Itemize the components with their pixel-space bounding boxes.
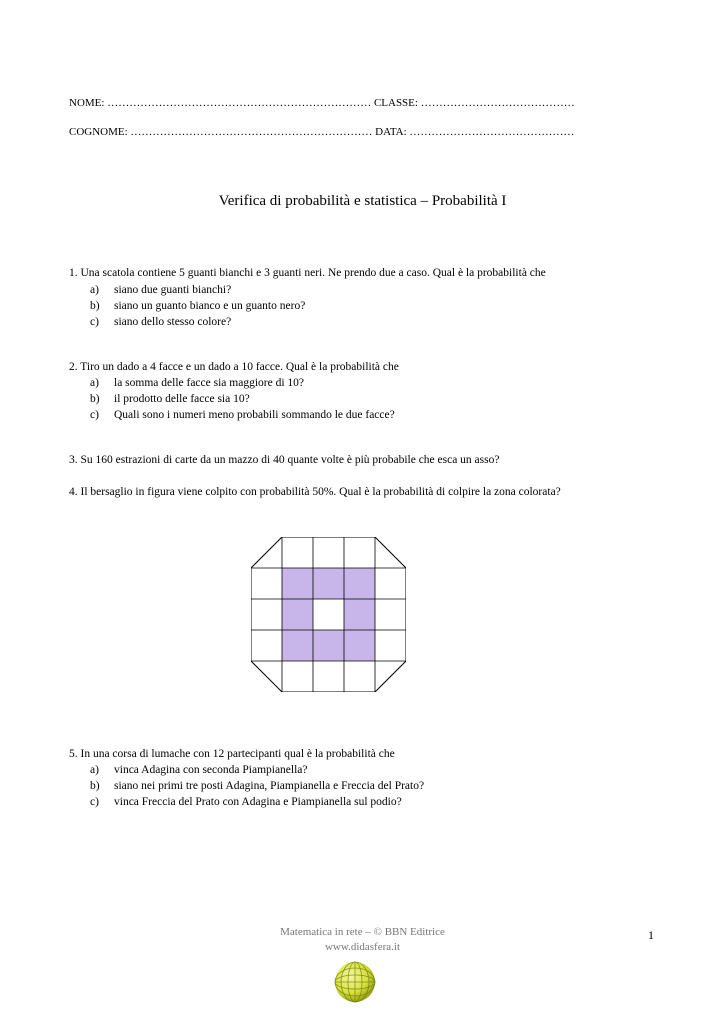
colored-zone	[282, 568, 375, 661]
question-5: 5. In una corsa di lumache con 12 partecipanti qual è la probabilità che	[69, 748, 395, 760]
colored-cell	[282, 568, 313, 599]
header-nome-classe: NOME: ……………………………………………………………… CLASSE: ……………………………………	[69, 97, 575, 109]
page-title: Verifica di probabilità e statistica – Probabilità I	[218, 193, 507, 209]
colored-cell	[344, 599, 375, 630]
header-cognome-data: COGNOME: ………………………………………………………… DATA: ………………………………………	[69, 126, 575, 138]
question-1: 1. Una scatola contiene 5 guanti bianchi e 3 guanti neri. Ne prendo due a caso. Qual è la probabilità che	[69, 267, 546, 279]
grid-lines	[251, 537, 406, 692]
item-label: c)	[90, 796, 99, 808]
item-label: c)	[90, 316, 99, 328]
footer-publisher: Matematica in rete – © BBN Editrice	[280, 926, 445, 938]
question-4: 4. Il bersaglio in figura viene colpito con probabilità 50%. Qual è la probabilità di colpire la zona colorata?	[69, 486, 561, 498]
item-text: Quali sono i numeri meno probabili sommando le due facce?	[114, 409, 395, 421]
colored-cell	[344, 568, 375, 599]
item-text: vinca Adagina con seconda Piampianella?	[114, 764, 308, 776]
item-text: la somma delle facce sia maggiore di 10?	[114, 377, 304, 389]
colored-cell	[282, 599, 313, 630]
item-label: a)	[90, 764, 99, 776]
item-text: il prodotto delle facce sia 10?	[114, 393, 250, 405]
octagon-outline	[251, 537, 406, 692]
item-text: vinca Freccia del Prato con Adagina e Piampianella sul podio?	[114, 796, 402, 808]
globe-logo-icon	[333, 960, 377, 1004]
item-label: a)	[90, 377, 99, 389]
item-label: a)	[90, 284, 99, 296]
item-label: c)	[90, 409, 99, 421]
colored-cell	[344, 630, 375, 661]
question-3: 3. Su 160 estrazioni di carte da un mazzo di 40 quante volte è più probabile che esca un asso?	[69, 454, 500, 466]
item-label: b)	[90, 780, 100, 792]
target-figure	[251, 537, 406, 692]
item-label: b)	[90, 393, 100, 405]
colored-cell	[282, 630, 313, 661]
question-2: 2. Tiro un dado a 4 facce e un dado a 10 facce. Qual è la probabilità che	[69, 361, 399, 373]
page-number: 1	[648, 928, 654, 942]
item-text: siano dello stesso colore?	[114, 316, 232, 328]
colored-cell	[313, 630, 344, 661]
item-text: siano due guanti bianchi?	[114, 284, 232, 296]
item-text: siano nei primi tre posti Adagina, Piampianella e Freccia del Prato?	[114, 780, 425, 792]
item-text: siano un guanto bianco e un guanto nero?	[114, 300, 306, 312]
item-label: b)	[90, 300, 100, 312]
colored-cell	[313, 568, 344, 599]
footer-website: www.didasfera.it	[324, 941, 401, 953]
